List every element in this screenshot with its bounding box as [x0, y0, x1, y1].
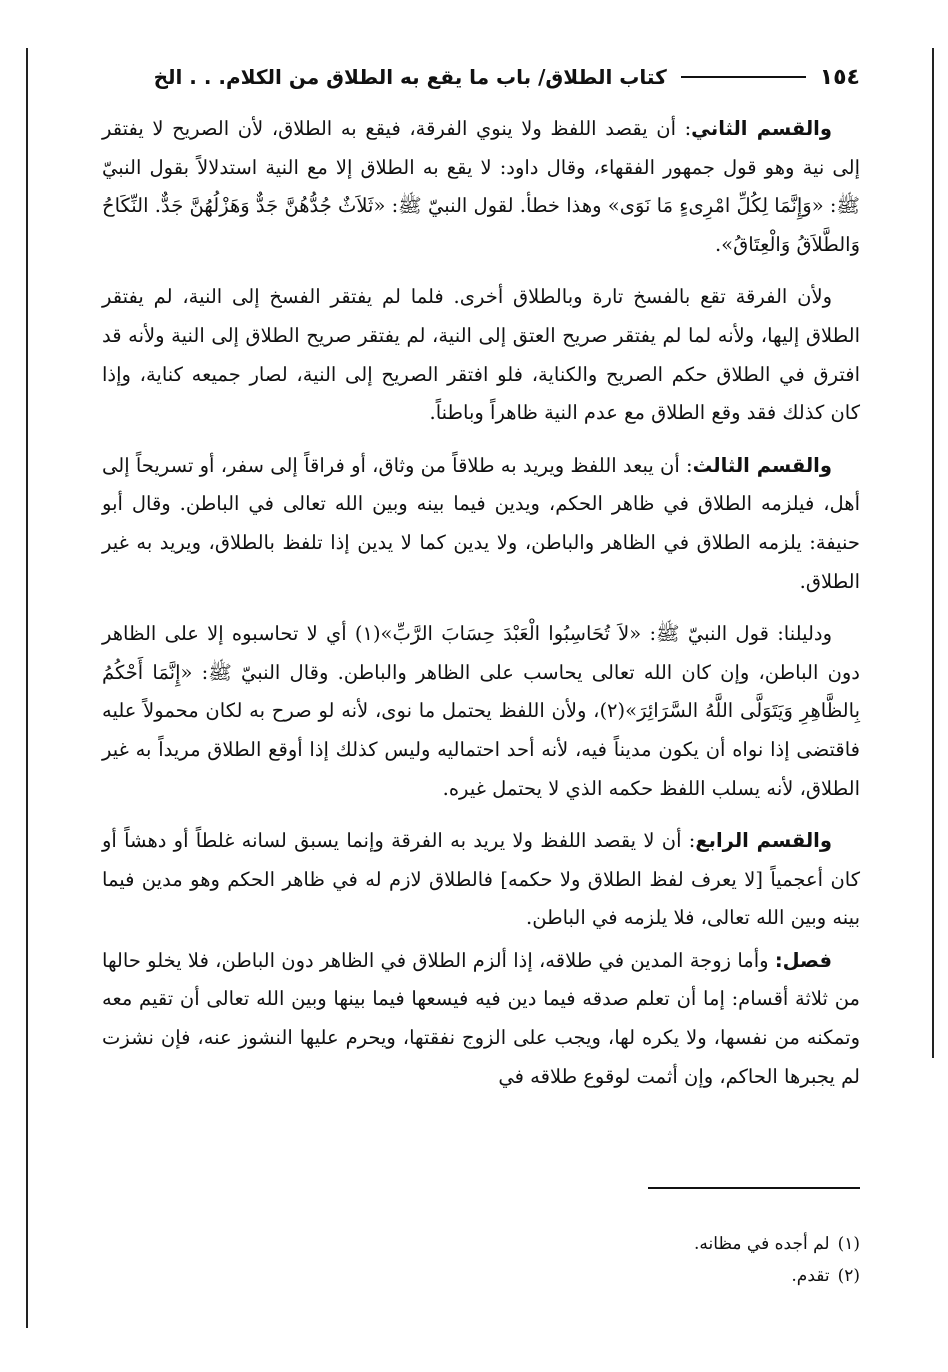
footnote-text: تقدم. [791, 1266, 830, 1286]
paragraph-5 [102, 822, 860, 938]
paragraph-text: ودليلنا: قول النبيّ ﷺ: «لاَ تُحَاسِبُوا الْعَبْدَ حِسَابَ الرَّبِّ»(١) أي لا تحاسبوه إلا على الظاهر دون الباطن، وإن كان الله تعالى يحاسب على الظاهر والباطن. وقال النبيّ ﷺ: «إِنَّمَا أَحْكُمُ بِالظَّاهِرِ وَيَتَوَلَّى اللَّهُ السَّرَائِرَ»(٢)، ولأن اللفظ يحتمل ما نوى، لأنه لو صرح به لكان محمولاً عليه فاقتضى إذا نواه أن يكون مديناً فيه، لأنه أحد احتماليه وليس كذلك إذا أوقع الطلاق مريداً به غير الطلاق، لأنه يسلب اللفظ حكمه الذي لا يحتمل غيره. [102, 622, 860, 800]
running-title: كتاب الطلاق/ باب ما يقع به الطلاق من الكلام. . . الخ [153, 65, 667, 89]
section-heading: والقسم الثالث [692, 453, 832, 477]
footnote-separator [648, 1187, 860, 1189]
paragraph-text: : أن لا يقصد اللفظ ولا يريد به الفرقة وإنما يسبق لسانه غلطاً أو دهشاً أو كان أعجمياً [لا يعرف لفظ الطلاق ولا حكمه] فالطلاق لازم له في ظاهر الحكم وهو مدين فيما بينه وبين الله تعالى، فلا يلزمه في الباطن. [102, 829, 860, 930]
margin-rule-right [932, 48, 934, 1058]
page-content [102, 60, 860, 1110]
section-heading: والقسم الرابع [695, 829, 832, 853]
paragraph-6 [102, 942, 860, 1096]
paragraph-text: ولأن الفرقة تقع بالفسخ تارة وبالطلاق أخرى. فلما لم يفتقر الفسخ إلى النية، لم يفتقر الطلاق إليها، ولأنه لما لم يفتقر صريح العتق إلى النية، لم يفتقر صريح الطلاق إلى النية ولأنه قد افترق في الطلاق حكم الصريح والكناية، فلو افتقر الصريح إلى النية، لصار جميعه كناية، وإذا كان كذلك فقد وقع الطلاق مع عدم النية ظاهراً وباطناً. [102, 285, 860, 425]
paragraph-3 [102, 447, 860, 601]
paragraph-2 [102, 278, 860, 432]
footnote-2 [102, 1260, 860, 1292]
footnote-text: لم أجده في مظانه. [694, 1234, 830, 1254]
paragraph-1 [102, 110, 860, 264]
footnote-marker: (٢) [837, 1266, 860, 1286]
paragraph-text: : أن يبعد اللفظ ويريد به طلاقاً من وثاق، أو فراقاً إلى سفر، أو تسريحاً إلى أهل، فيلزمه الطلاق في ظاهر الحكم، ويدين فيما بينه وبين الله تعالى في الباطن. وقال أبو حنيفة: يلزمه الطلاق في الظاهر والباطن، ولا يدين كما لا يدين إذا تلفظ بالطلاق، ويريد به غير الطلاق. [102, 453, 860, 593]
footnote-1 [102, 1228, 860, 1260]
section-heading: فصل: [774, 948, 832, 972]
body-text [102, 110, 860, 1096]
paragraph-text: وأما زوجة المدين في طلاقه، إذا ألزم الطلاق في الظاهر دون الباطن، فلا يخلو حالها من ثلاثة أقسام: إما أن تعلم صدقه فيما دين فيه فيسعها فيما بينها وبين الله تعالى أن تقيم معه وتمكنه من نفسها، ولا يكره لها، ويجب على الزوج نفقتها، ويحرم عليها النشوز عنه، فإن نشزت لم يجبرها الحاكم، وإن أثمت لوقوع طلاقه في [102, 948, 860, 1088]
margin-rule-left [26, 48, 28, 1328]
paragraph-4 [102, 615, 860, 808]
footnotes [102, 1228, 860, 1292]
header-rule [681, 76, 806, 78]
page-number: ١٥٤ [819, 64, 860, 90]
paragraph-text: : أن يقصد اللفظ ولا ينوي الفرقة، فيقع به الطلاق، لأن الصريح لا يفتقر إلى نية وهو قول جمهور الفقهاء، وقال داود: لا يقع به الطلاق إلا مع النية استدلالاً بقول النبيّ ﷺ: «وَإِنَّمَا لِكُلِّ امْرِىءٍ مَا نَوَى» وهذا خطأ. لقول النبيّ ﷺ: «ثَلاَثٌ جُدُّهُنَّ جَدٌّ وَهَزْلُهُنَّ جَدٌّ. النِّكَاحُ وَالطَّلاَقُ وَالْعِتَاقُ». [102, 117, 860, 256]
section-heading: والقسم الثاني [691, 117, 832, 140]
running-header [102, 60, 860, 94]
footnote-marker: (١) [837, 1234, 860, 1254]
